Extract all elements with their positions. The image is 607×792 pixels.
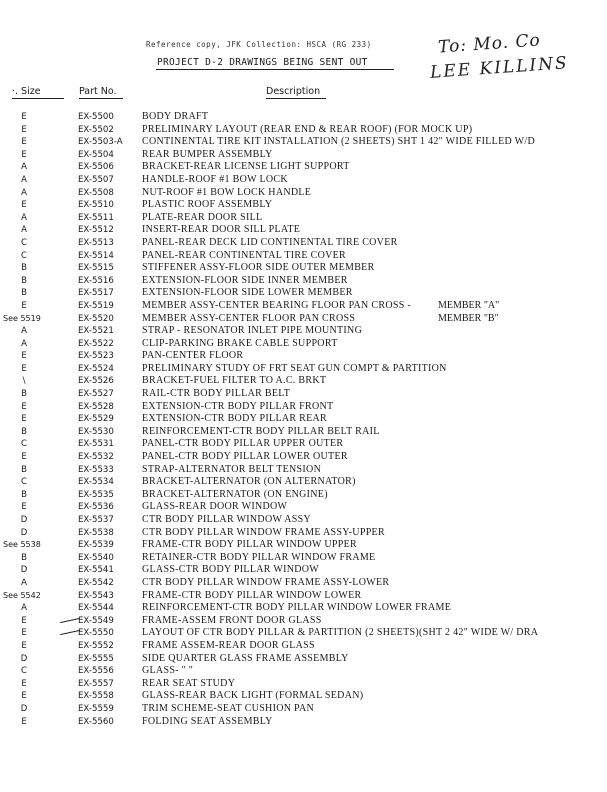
size-cell: A [21,174,27,185]
size-cell: A [21,225,27,236]
list-item [0,703,607,716]
size-cell: A [21,326,27,337]
description-cell: CONTINENTAL TIRE KIT INSTALLATION (2 SHEETS) SHT 1 42" WIDE FILLED W/D [142,136,535,148]
description-cell: PRELIMINARY STUDY OF FRT SEAT GUN COMPT & PARTITION [142,362,447,374]
list-item [0,451,607,464]
list-item [0,615,607,628]
part-number-cell: EX-5540 [78,552,114,563]
size-cell: E [21,363,27,374]
description-cell: GLASS-CTR BODY PILLAR WINDOW [142,564,320,576]
list-item [0,287,607,300]
description-cell: REINFORCEMENT-CTR BODY PILLAR WINDOW LOWER FRAME [142,602,452,614]
size-cell: A [21,603,27,614]
list-item [0,539,607,552]
size-cell: B [21,275,27,286]
part-number-cell: EX-5555 [78,653,114,664]
description-cell: REAR BUMPER ASSEMBLY [142,148,273,160]
description-cell: CTR BODY PILLAR WINDOW FRAME ASSY-UPPER [142,526,385,538]
size-cell: E [21,716,27,727]
description-cell: EXTENSION-FLOOR SIDE LOWER MEMBER [142,287,353,299]
description-cell: BRACKET-ALTERNATOR (ON ALTERNATOR) [142,476,356,488]
part-number-cell: EX-5511 [78,212,114,223]
part-number-cell: EX-5523 [78,351,114,362]
part-number-cell: EX-5510 [78,200,114,211]
size-cell: B [21,464,27,475]
size-cell: E [21,149,27,160]
list-item [0,438,607,451]
size-cell: E [21,502,27,513]
description-cell: STRAP - RESONATOR INLET PIPE MOUNTING [142,325,363,337]
description-cell: EXTENSION-CTR BODY PILLAR FRONT [142,400,334,412]
member-label: MEMBER "A" [438,299,500,311]
list-item [0,124,607,137]
list-item [0,590,607,603]
description-cell: FRAME-CTR BODY PILLAR WINDOW LOWER [142,589,362,601]
list-item [0,627,607,640]
list-item [0,136,607,149]
description-cell: CLIP-PARKING BRAKE CABLE SUPPORT [142,337,338,349]
list-item [0,212,607,225]
description-cell: BRACKET-REAR LICENSE LIGHT SUPPORT [142,161,350,173]
description-cell: EXTENSION-FLOOR SIDE INNER MEMBER [142,274,348,286]
list-item [0,464,607,477]
part-number-cell: EX-5503-A [78,137,123,148]
part-number-cell: EX-5549 [78,615,114,626]
size-cell: D [20,515,28,525]
description-cell: NUT-ROOF #1 BOW LOCK HANDLE [142,186,312,198]
part-number-cell: EX-5536 [78,502,114,513]
list-item [0,313,607,326]
list-item [0,325,607,338]
strike-mark [60,618,80,623]
list-item [0,250,607,263]
list-item [0,665,607,678]
size-cell: C [21,666,27,677]
description-cell: TRIM SCHEME-SEAT CUSHION PAN [142,702,315,714]
part-number-cell: EX-5512 [78,225,114,236]
part-number-cell: EX-5524 [78,363,114,374]
description-cell: FRAME ASSEM-REAR DOOR GLASS [142,639,315,651]
list-item [0,489,607,502]
description-cell: STRAP-ALTERNATOR BELT TENSION [142,463,322,475]
part-number-cell: EX-5550 [78,628,114,639]
list-item [0,338,607,351]
description-cell: BRACKET-ALTERNATOR (ON ENGINE) [142,488,328,500]
part-number-cell: EX-5522 [78,338,114,349]
list-item [0,224,607,237]
part-number-cell: EX-5513 [78,237,114,248]
list-item [0,413,607,426]
list-item [0,426,607,439]
list-item [0,111,607,124]
part-number-cell: EX-5532 [78,452,114,463]
strike-mark [60,630,80,635]
part-number-cell: EX-5516 [78,275,114,286]
part-number-cell: EX-5504 [78,149,114,160]
description-cell: HANDLE-ROOF #1 BOW LOCK [142,173,288,185]
size-cell: See 5538 [3,540,41,550]
list-item [0,375,607,388]
part-number-cell: EX-5521 [78,326,114,337]
size-cell: B [21,389,27,400]
column-header-part-underline [79,98,123,99]
part-number-cell: EX-5519 [78,300,114,311]
size-cell: E [21,691,27,702]
part-number-cell: EX-5539 [78,540,114,551]
part-number-cell: EX-5560 [78,716,114,727]
description-cell: LAYOUT OF CTR BODY PILLAR & PARTITION (2 SHEETS)(SHT 2 42" WIDE W/ DRA [142,627,539,639]
list-item [0,501,607,514]
description-cell: FRAME-CTR BODY PILLAR WINDOW UPPER [142,539,358,551]
description-cell: PANEL-CTR BODY PILLAR LOWER OUTER [142,451,348,463]
part-number-cell: EX-5508 [78,187,114,198]
description-cell: PANEL-REAR CONTINENTAL TIRE COVER [142,249,347,261]
part-number-cell: EX-5557 [78,678,114,689]
part-number-cell: EX-5527 [78,389,114,400]
list-item [0,237,607,250]
list-item [0,350,607,363]
description-cell: FRAME-ASSEM FRONT DOOR GLASS [142,614,322,626]
column-header-size: ·. Size [12,86,41,97]
description-cell: STIFFENER ASSY-FLOOR SIDE OUTER MEMBER [142,262,375,274]
description-cell: CTR BODY PILLAR WINDOW FRAME ASSY-LOWER [142,576,390,588]
description-cell: BODY DRAFT [142,111,209,122]
list-item [0,716,607,729]
part-number-cell: EX-5526 [78,376,114,387]
size-cell: E [21,351,27,362]
list-item [0,174,607,187]
size-cell: D [20,527,28,538]
description-cell: REAR SEAT STUDY [142,677,236,689]
list-item [0,187,607,200]
size-cell: A [21,577,27,588]
part-number-cell: EX-5531 [78,439,114,450]
part-number-cell: EX-5534 [78,477,114,488]
part-number-cell: EX-5506 [78,162,114,173]
size-cell: C [21,439,27,450]
size-cell: D [20,565,28,576]
part-number-cell: EX-5500 [78,112,114,122]
list-item [0,514,607,527]
part-number-cell: EX-5538 [78,527,114,538]
list-item [0,678,607,691]
part-number-cell: EX-5559 [78,703,114,714]
description-cell: GLASS- " " [142,665,194,677]
list-item [0,564,607,577]
size-cell: E [21,615,27,626]
part-number-cell: EX-5533 [78,464,114,475]
description-cell: RAIL-CTR BODY PILLAR BELT [142,388,291,400]
size-cell: B [21,263,27,274]
list-item [0,161,607,174]
description-cell: PLATE-REAR DOOR SILL [142,211,263,223]
description-cell: EXTENSION-CTR BODY PILLAR REAR [142,413,328,425]
list-item [0,363,607,376]
list-item [0,527,607,540]
column-header-description-underline [266,98,326,99]
list-item [0,300,607,313]
size-cell: C [21,237,27,248]
part-number-cell: EX-5535 [78,489,114,500]
part-number-cell: EX-5541 [78,565,114,576]
size-cell: See 5542 [3,590,41,600]
size-cell: E [21,452,27,463]
title-underline [156,69,394,70]
description-cell: BRACKET-FUEL FILTER TO A.C. BRKT [142,375,327,387]
list-item [0,577,607,590]
part-number-cell: EX-5544 [78,603,114,614]
description-cell: PANEL-REAR DECK LID CONTINENTAL TIRE COVER [142,236,398,248]
description-cell: GLASS-REAR DOOR WINDOW [142,501,288,513]
description-cell: INSERT-REAR DOOR SILL PLATE [142,224,301,236]
description-cell: PRELIMINARY LAYOUT (REAR END & REAR ROOF) (FOR MOCK UP) [142,123,473,135]
part-number-cell: EX-5515 [78,263,114,274]
list-item [0,199,607,212]
description-cell: MEMBER ASSY-CENTER FLOOR PAN CROSS [142,312,356,324]
size-cell: E [21,200,27,211]
reference-stamp: Reference copy, JFK Collection: HSCA (RG 233) [146,40,372,49]
size-cell: E [21,678,27,689]
description-cell: PANEL-CTR BODY PILLAR UPPER OUTER [142,438,344,450]
description-cell: MEMBER ASSY-CENTER BEARING FLOOR PAN CROSS - [142,299,411,311]
size-cell: B [21,489,27,500]
list-item [0,653,607,666]
part-number-cell: EX-5514 [78,250,114,261]
list-item [0,640,607,653]
part-number-cell: EX-5537 [78,515,114,525]
list-item [0,262,607,275]
size-cell: B [21,288,27,299]
size-cell: E [21,628,27,639]
part-number-cell: EX-5530 [78,426,114,437]
part-number-cell: EX-5552 [78,640,114,651]
list-item [0,552,607,565]
size-cell: \ [22,376,26,387]
size-cell: D [20,653,28,664]
list-item [0,388,607,401]
list-item [0,401,607,414]
list-item [0,690,607,703]
drawing-list [0,111,607,728]
part-number-cell: EX-5507 [78,174,114,185]
part-number-cell: EX-5517 [78,288,114,299]
size-cell: E [21,124,27,135]
size-cell: E [21,414,27,425]
size-cell: E [21,640,27,651]
list-item [0,476,607,489]
size-cell: E [21,401,27,412]
size-cell: C [21,477,27,488]
size-cell: A [21,212,27,223]
size-cell: C [21,250,27,261]
description-cell: CTR BODY PILLAR WINDOW ASSY [142,514,312,525]
description-cell: SIDE QUARTER GLASS FRAME ASSEMBLY [142,652,349,664]
description-cell: RETAINER-CTR BODY PILLAR WINDOW FRAME [142,551,376,563]
part-number-cell: EX-5529 [78,414,114,425]
size-cell: A [21,338,27,349]
part-number-cell: EX-5558 [78,691,114,702]
size-cell: A [21,187,27,198]
list-item [0,275,607,288]
column-header-description: Description [266,86,321,97]
description-cell: REINFORCEMENT-CTR BODY PILLAR BELT RAIL [142,425,380,437]
size-cell: E [21,300,27,311]
part-number-cell: EX-5502 [78,124,114,135]
size-cell: B [21,426,27,437]
handwritten-note-name: LEE KILLINS [429,53,570,83]
list-item [0,602,607,615]
part-number-cell: EX-5556 [78,666,114,677]
part-number-cell: EX-5520 [78,313,114,324]
size-cell: D [20,703,28,714]
part-number-cell: EX-5543 [78,590,114,601]
list-item [0,149,607,162]
member-label: MEMBER "B" [438,312,499,324]
document-title: PROJECT D-2 DRAWINGS BEING SENT OUT [157,57,368,68]
description-cell: PAN-CENTER FLOOR [142,350,244,362]
size-cell: E [21,112,27,122]
size-cell: See 5519 [3,313,41,323]
column-header-size-underline [12,98,64,99]
size-cell: B [21,552,27,563]
part-number-cell: EX-5528 [78,401,114,412]
description-cell: GLASS-REAR BACK LIGHT (FORMAL SEDAN) [142,690,364,702]
size-cell: A [21,162,27,173]
column-header-part: Part No. [79,86,117,97]
description-cell: FOLDING SEAT ASSEMBLY [142,715,273,727]
handwritten-note-to: To: Mo. Co [437,30,542,58]
part-number-cell: EX-5542 [78,577,114,588]
description-cell: PLASTIC ROOF ASSEMBLY [142,199,273,211]
size-cell: E [21,137,27,148]
